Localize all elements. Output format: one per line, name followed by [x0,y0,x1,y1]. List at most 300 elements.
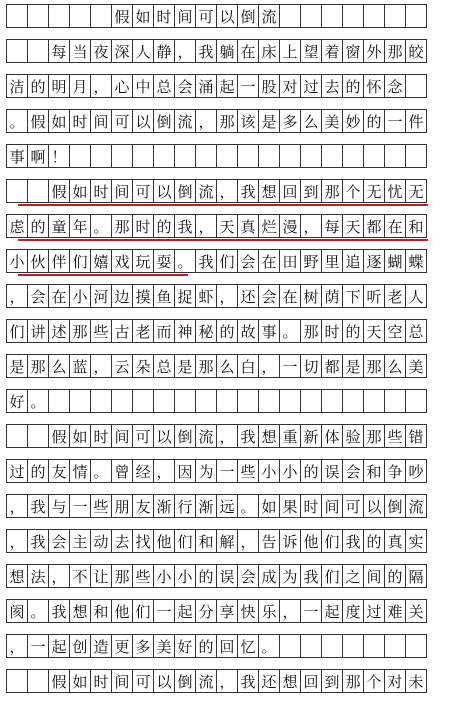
grid-cell: 那 [342,669,364,693]
grid-cell: 些 [132,564,154,588]
grid-cell [48,389,70,413]
grid-cell: 之 [342,564,364,588]
grid-cell: 天 [342,214,364,238]
grid-cell: 关 [405,599,427,623]
grid-cell: 一 [153,599,175,623]
grid-row [6,179,446,203]
grid-cell: 的 [300,459,322,483]
grid-cell: 对 [384,669,406,693]
grid-cell [153,389,175,413]
grid-cell: 曾 [111,459,133,483]
grid-cell: 我 [27,529,49,553]
grid-cell: 过 [363,599,385,623]
grid-cell: 我 [27,494,49,518]
grid-cell: ， [90,74,112,98]
grid-cell: 事 [6,144,28,168]
grid-cell: 小 [258,459,280,483]
grid-cell: 因 [174,459,196,483]
grid-cell: 时 [132,214,154,238]
grid-cell: 回 [300,669,322,693]
grid-cell: ， [6,529,28,553]
grid-cell [111,144,133,168]
grid-cell: 一 [237,74,259,98]
grid-cell: 么 [300,109,322,133]
grid-cell: 神 [174,319,196,343]
grid-cell: 伴 [48,249,70,273]
grid-cell: 一 [216,459,238,483]
grid-cell: 和 [405,214,427,238]
grid-cell: 时 [321,319,343,343]
grid-cell: 时 [300,494,322,518]
grid-cell: 多 [279,109,301,133]
grid-cell [27,39,49,63]
grid-cell: 去 [111,529,133,553]
grid-cell: 起 [216,74,238,98]
grid-cell: 还 [237,284,259,308]
grid-cell: 们 [216,249,238,273]
grid-cell: 伙 [27,249,49,273]
grid-cell [174,389,196,413]
grid-cell: 。 [6,109,28,133]
grid-cell [111,389,133,413]
grid-cell: 一 [69,494,91,518]
grid-cell [90,389,112,413]
grid-cell: 中 [132,74,154,98]
grid-cell: 重 [279,424,301,448]
grid-cell: 云 [111,354,133,378]
grid-cell: 边 [111,284,133,308]
grid-cell: 隔 [405,564,427,588]
grid-cell: 人 [405,284,427,308]
grid-cell: ， [195,109,217,133]
grid-cell: 虑 [6,214,28,238]
grid-cell [279,634,301,658]
grid-cell: 里 [321,249,343,273]
grid-cell: 耍 [153,249,175,273]
grid-cell: 总 [405,319,427,343]
grid-cell: 让 [90,564,112,588]
grid-cell: 假 [48,424,70,448]
grid-cell: 么 [384,354,406,378]
grid-cell: 夜 [90,39,112,63]
grid-row [6,319,446,343]
grid-cell: 么 [216,354,238,378]
grid-cell: 心 [111,74,133,98]
grid-cell [216,144,238,168]
grid-cell: 一 [279,354,301,378]
grid-cell [342,4,364,28]
grid-cell: 。 [237,494,259,518]
grid-cell: 那 [27,354,49,378]
grid-cell: 一 [300,599,322,623]
grid-cell: 故 [237,319,259,343]
grid-cell: 。 [90,214,112,238]
grid-cell: 倒 [237,4,259,28]
grid-cell [384,634,406,658]
grid-cell: 的 [342,74,364,98]
grid-cell: 还 [258,669,280,693]
grid-cell: 蓝 [69,354,91,378]
grid-cell: 我 [195,249,217,273]
grid-cell: 个 [342,179,364,203]
grid-cell: 虾 [195,284,217,308]
grid-cell: 。 [90,459,112,483]
grid-cell: 切 [300,354,322,378]
grid-cell: 明 [48,74,70,98]
grid-cell: 到 [321,669,343,693]
grid-cell: 们 [321,529,343,553]
grid-cell: 流 [405,494,427,518]
grid-cell: 窗 [342,39,364,63]
grid-cell: 忆 [237,634,259,658]
grid-cell: 摸 [132,284,154,308]
grid-cell: 着 [321,39,343,63]
grid-cell: 戏 [111,249,133,273]
grid-cell: 时 [153,4,175,28]
grid-cell: 下 [342,284,364,308]
grid-cell: 难 [384,599,406,623]
grid-cell: 间 [111,424,133,448]
grid-cell: 无 [363,179,385,203]
grid-cell: 天 [363,319,385,343]
grid-cell [174,144,196,168]
grid-cell: 的 [27,214,49,238]
grid-cell: 快 [237,599,259,623]
grid-cell [405,74,427,98]
grid-cell: 在 [48,284,70,308]
grid-cell: 小 [6,249,28,273]
grid-cell: ， [216,284,238,308]
grid-row [6,284,446,308]
grid-cell: 会 [237,249,259,273]
grid-cell: 该 [237,109,259,133]
grid-cell: 外 [363,39,385,63]
grid-cell: 以 [132,109,154,133]
grid-cell: 天 [216,214,238,238]
grid-cell: 讲 [27,319,49,343]
red-underline [18,239,428,241]
grid-cell [279,4,301,28]
grid-row [6,39,446,63]
grid-cell: 分 [195,599,217,623]
grid-row [6,529,446,553]
grid-cell: 诉 [279,529,301,553]
grid-cell: 时 [90,179,112,203]
grid-cell: 动 [90,529,112,553]
grid-cell: 的 [27,459,49,483]
grid-cell [69,4,91,28]
grid-cell [342,144,364,168]
grid-cell: 倒 [153,109,175,133]
grid-cell: 朵 [132,354,154,378]
grid-cell: 可 [195,4,217,28]
grid-cell: 验 [342,424,364,448]
grid-cell [6,39,28,63]
grid-cell: 小 [153,564,175,588]
grid-cell: ， [153,459,175,483]
grid-row [6,494,446,518]
grid-cell: 美 [321,109,343,133]
grid-cell: 倒 [174,179,196,203]
grid-cell: ， [279,599,301,623]
grid-cell: 那 [111,214,133,238]
grid-cell: 当 [69,39,91,63]
grid-cell: ， [216,669,238,693]
grid-cell: 蝴 [384,249,406,273]
grid-cell [237,389,259,413]
grid-cell: 们 [69,249,91,273]
grid-cell: 过 [300,74,322,98]
grid-cell: 可 [132,179,154,203]
grid-cell: 我 [237,179,259,203]
grid-cell: 如 [69,179,91,203]
grid-cell: 么 [48,354,70,378]
grid-cell: 乐 [258,599,280,623]
grid-cell: 述 [48,319,70,343]
grid-cell [342,634,364,658]
grid-cell [27,179,49,203]
grid-cell: 实 [405,529,427,553]
grid-row [6,4,446,28]
grid-cell: 如 [258,494,280,518]
grid-cell: 以 [153,669,175,693]
grid-cell: 我 [174,214,196,238]
red-underline [18,204,428,206]
grid-cell: 河 [90,284,112,308]
grid-cell: 荫 [321,284,343,308]
grid-row [6,144,446,168]
grid-cell: 情 [69,459,91,483]
grid-cell: 床 [258,39,280,63]
grid-cell [216,389,238,413]
grid-cell: 望 [300,39,322,63]
grid-row [6,354,446,378]
grid-cell: 追 [342,249,364,273]
grid-cell [132,389,154,413]
grid-cell: 真 [384,529,406,553]
grid-cell: 们 [174,529,196,553]
grid-cell: 美 [405,354,427,378]
grid-cell: 以 [363,494,385,518]
grid-cell: 古 [111,319,133,343]
grid-cell: 的 [363,529,385,553]
grid-cell: 小 [174,564,196,588]
grid-cell: 皎 [405,39,427,63]
grid-cell: 间 [90,109,112,133]
grid-cell: 的 [363,109,385,133]
grid-cell: 朋 [111,494,133,518]
grid-cell: 如 [48,109,70,133]
grid-cell: 他 [153,529,175,553]
grid-cell [195,144,217,168]
grid-cell [300,4,322,28]
grid-cell [405,144,427,168]
grid-cell [405,4,427,28]
grid-row [6,599,446,623]
grid-cell: 妙 [342,109,364,133]
grid-cell: 而 [153,319,175,343]
grid-cell: 一 [27,634,49,658]
grid-cell [132,144,154,168]
grid-cell [258,389,280,413]
grid-cell: 树 [300,284,322,308]
red-underline [18,274,188,276]
grid-cell: 新 [300,424,322,448]
grid-cell: 总 [153,354,175,378]
grid-cell: 会 [237,564,259,588]
grid-cell: 解 [216,529,238,553]
grid-cell: 流 [258,4,280,28]
grid-cell: 倒 [174,669,196,693]
grid-cell: 假 [48,179,70,203]
grid-cell: 静 [153,39,175,63]
grid-cell: 间 [321,494,343,518]
grid-cell: 嬉 [90,249,112,273]
grid-cell: ， [6,634,28,658]
grid-cell [153,144,175,168]
grid-cell [321,389,343,413]
grid-cell: 些 [90,494,112,518]
grid-cell: 想 [6,564,28,588]
grid-cell: 田 [279,249,301,273]
grid-cell [279,389,301,413]
grid-cell [27,669,49,693]
grid-cell: 的 [216,319,238,343]
grid-cell: 与 [48,494,70,518]
grid-cell: 老 [384,284,406,308]
grid-cell: 可 [111,109,133,133]
grid-cell: ， [216,179,238,203]
grid-cell: 去 [321,74,343,98]
grid-cell: 造 [90,634,112,658]
grid-cell: 人 [132,39,154,63]
grid-cell: 我 [48,599,70,623]
grid-row [6,459,446,483]
grid-cell [237,144,259,168]
grid-cell: 在 [279,284,301,308]
grid-cell: 每 [321,214,343,238]
grid-cell: 起 [48,634,70,658]
grid-cell: 那 [216,109,238,133]
grid-cell: 找 [132,529,154,553]
grid-cell: 误 [321,459,343,483]
grid-cell [321,4,343,28]
grid-cell: 事 [258,319,280,343]
grid-cell: 我 [300,564,322,588]
grid-cell: 争 [384,459,406,483]
grid-cell: 。 [258,634,280,658]
grid-cell: 总 [153,74,175,98]
grid-cell [300,389,322,413]
grid-cell: 。 [27,389,49,413]
grid-cell [342,389,364,413]
grid-cell: 漫 [279,214,301,238]
grid-cell: 错 [405,424,427,448]
grid-cell: 念 [384,74,406,98]
grid-cell: 行 [174,494,196,518]
grid-row [6,564,446,588]
grid-cell: 是 [174,354,196,378]
grid-cell: 那 [69,319,91,343]
grid-cell [363,4,385,28]
grid-cell: 些 [237,459,259,483]
grid-cell: 时 [90,669,112,693]
grid-cell: 年 [69,214,91,238]
grid-cell [6,424,28,448]
grid-cell: 小 [69,284,91,308]
grid-cell: 假 [111,4,133,28]
grid-cell: 那 [363,354,385,378]
grid-cell: 小 [279,459,301,483]
grid-cell: 渐 [195,494,217,518]
grid-cell: 到 [300,179,322,203]
grid-cell: ， [48,564,70,588]
grid-cell: 怀 [363,74,385,98]
grid-cell: 以 [153,179,175,203]
grid-cell: 都 [321,354,343,378]
grid-cell: 不 [69,564,91,588]
grid-cell [258,144,280,168]
grid-cell: 回 [216,634,238,658]
grid-cell: 洁 [6,74,28,98]
grid-cell: 股 [258,74,280,98]
grid-cell: 时 [90,424,112,448]
grid-cell: 起 [174,599,196,623]
grid-cell [321,144,343,168]
grid-cell [27,424,49,448]
grid-cell: ， [6,284,28,308]
grid-cell: 会 [27,284,49,308]
grid-cell: 烂 [258,214,280,238]
grid-cell: 秘 [195,319,217,343]
grid-cell: ， [90,354,112,378]
grid-cell: 我 [237,669,259,693]
grid-cell: 阂 [6,599,28,623]
grid-cell: 蝶 [405,249,427,273]
grid-cell: 想 [258,179,280,203]
grid-cell [300,634,322,658]
grid-cell: 主 [69,529,91,553]
grid-cell [279,144,301,168]
grid-row [6,249,446,273]
grid-cell: 们 [321,564,343,588]
grid-cell: 我 [342,529,364,553]
grid-cell: 假 [48,669,70,693]
grid-cell: 好 [174,634,196,658]
grid-cell: 渐 [153,494,175,518]
grid-cell [90,4,112,28]
grid-cell: 玩 [132,249,154,273]
grid-cell: 告 [258,529,280,553]
grid-cell: 吵 [405,459,427,483]
grid-row [6,424,446,448]
grid-cell [405,389,427,413]
grid-cell: 忧 [384,179,406,203]
grid-cell [6,669,28,693]
grid-cell: 度 [342,599,364,623]
grid-cell: 间 [174,4,196,28]
grid-cell [6,4,28,28]
grid-cell: ， [216,424,238,448]
grid-cell: 回 [279,179,301,203]
grid-cell: 对 [279,74,301,98]
grid-cell [6,179,28,203]
grid-cell: 流 [174,109,196,133]
grid-cell: 经 [132,459,154,483]
grid-cell: 会 [258,284,280,308]
grid-cell: 上 [279,39,301,63]
grid-cell: 间 [111,179,133,203]
